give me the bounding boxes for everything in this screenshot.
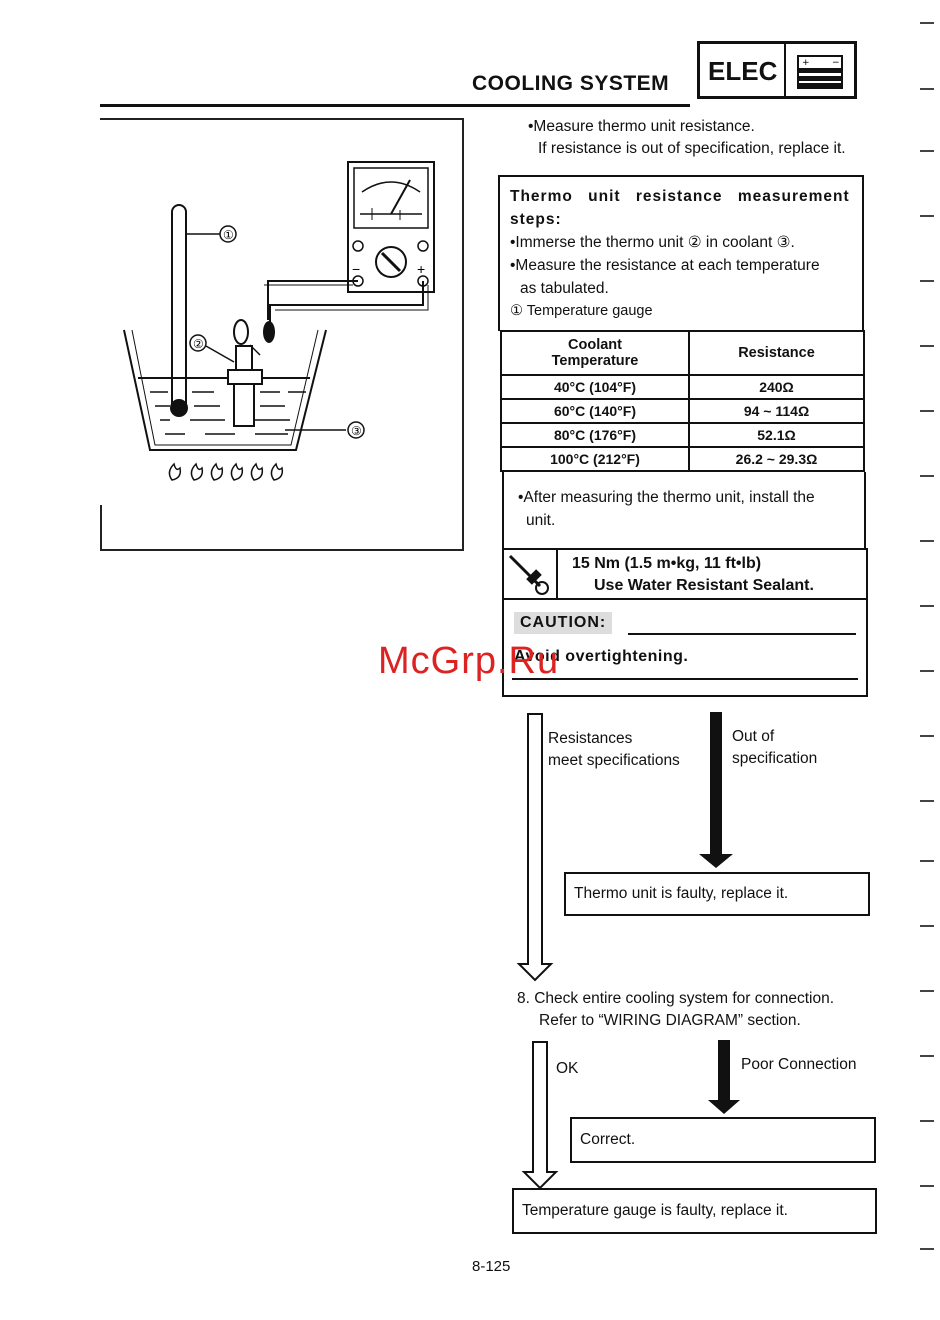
- table-cell-resistance: 26.2 ~ 29.3Ω: [689, 447, 864, 471]
- table-header-temperature-line-2: Temperature: [551, 353, 639, 369]
- table-cell-temp: 60°C (140°F): [501, 399, 689, 423]
- flow2-result-box: [570, 1117, 876, 1163]
- after-line-2: unit.: [526, 512, 556, 529]
- flow1-bad-line-1: Out of: [732, 728, 775, 745]
- margin-tick: [920, 410, 934, 412]
- meter-plus-label: +: [417, 261, 426, 277]
- margin-tick: [920, 1055, 934, 1057]
- figure-frame-edge: [100, 505, 102, 551]
- margin-tick: [920, 925, 934, 927]
- flow2-final-text: Temperature gauge is faulty, replace it.: [522, 1202, 788, 1219]
- flow1-bad-label: [732, 726, 817, 770]
- resistance-table: [500, 330, 865, 472]
- step-8: [517, 988, 834, 1032]
- steps-title: Thermo unit resistance measurement steps:: [510, 188, 850, 228]
- margin-tick: [920, 605, 934, 607]
- table-cell-resistance: 240Ω: [689, 375, 864, 399]
- torque-divider: [556, 548, 558, 600]
- flow1-result-box: [564, 872, 870, 916]
- table-cell-temp: 100°C (212°F): [501, 447, 689, 471]
- margin-tick: [920, 475, 934, 477]
- margin-tick: [920, 1120, 934, 1122]
- flow1-ok-label: [548, 728, 680, 772]
- margin-tick: [920, 670, 934, 672]
- header-rule: [100, 104, 690, 107]
- caution-rule: [628, 633, 856, 635]
- callout-1: ①: [223, 228, 234, 242]
- thermo-unit-test-illustration: [110, 150, 450, 495]
- margin-tick: [920, 345, 934, 347]
- table-row: [501, 375, 864, 399]
- flow2-final-box: [512, 1188, 877, 1234]
- margin-tick: [920, 990, 934, 992]
- page-number: 8-125: [472, 1258, 511, 1275]
- intro-line-2: If resistance is out of specification, replace it.: [538, 140, 846, 157]
- thermo-unit: [228, 370, 262, 384]
- flow2-ok-label: OK: [556, 1060, 579, 1077]
- section-tab-label: ELEC: [708, 56, 778, 86]
- margin-tick: [920, 215, 934, 217]
- watermark: McGrp.Ru: [378, 640, 560, 682]
- caution-text: Avoid overtightening.: [514, 648, 689, 665]
- step-8-line-2: Refer to “WIRING DIAGRAM” section.: [539, 1012, 801, 1029]
- svg-text:−: −: [832, 58, 840, 68]
- table-row: [501, 423, 864, 447]
- flow1-result-text: Thermo unit is faulty, replace it.: [574, 885, 789, 902]
- after-line-1: •After measuring the thermo unit, install the: [518, 489, 815, 506]
- flame-icon: [169, 464, 282, 480]
- caution-label: CAUTION:: [514, 612, 612, 634]
- battery-icon: [796, 54, 844, 90]
- step-item-2b: as tabulated.: [520, 280, 609, 297]
- intro-line-1: •Measure thermo unit resistance.: [528, 118, 755, 135]
- callout-2: ②: [193, 337, 204, 351]
- margin-tick: [920, 1185, 934, 1187]
- meter-minus-label: −: [352, 261, 361, 277]
- table-cell-resistance: 52.1Ω: [689, 423, 864, 447]
- intro-text: [528, 116, 846, 160]
- caution-bottom-rule: [512, 678, 858, 680]
- step-8-line-1: 8. Check entire cooling system for connection.: [517, 990, 835, 1007]
- table-header-row: [501, 331, 864, 375]
- margin-tick: [920, 280, 934, 282]
- margin-tick: [920, 800, 934, 802]
- margin-tick: [920, 150, 934, 152]
- temperature-gauge: [172, 205, 186, 415]
- svg-text:+: +: [802, 58, 810, 68]
- torque-wrench-icon: [506, 552, 554, 596]
- section-tab-divider: [784, 44, 786, 96]
- ok-arrow-2: [524, 1042, 556, 1188]
- table-header-resistance: Resistance: [689, 331, 864, 375]
- flow2-result-text: Correct.: [580, 1131, 636, 1148]
- table-header-temperature-line-1: Coolant: [568, 337, 622, 353]
- coolant-pot: [124, 330, 326, 450]
- step-item-1: •Immerse the thermo unit ② in coolant ③.: [510, 234, 795, 251]
- bad-arrow: [699, 712, 733, 868]
- measurement-steps-box: [498, 175, 864, 331]
- table-row: [501, 447, 864, 471]
- margin-tick: [920, 22, 934, 24]
- ok-arrow: [519, 714, 551, 980]
- flow2-bad-label: Poor Connection: [741, 1056, 857, 1073]
- table-cell-resistance: 94 ~ 114Ω: [689, 399, 864, 423]
- table-row: [501, 399, 864, 423]
- table-header-temperature: [501, 331, 689, 375]
- flow1-bad-line-2: specification: [732, 750, 818, 767]
- sealant-note: Use Water Resistant Sealant.: [594, 577, 814, 594]
- table-cell-temp: 80°C (176°F): [501, 423, 689, 447]
- legend-item: ① Temperature gauge: [510, 303, 653, 319]
- flow1-ok-line-2: meet specifications: [548, 752, 680, 769]
- margin-tick: [920, 88, 934, 90]
- margin-tick: [920, 735, 934, 737]
- step-item-2a: •Measure the resistance at each temperature: [510, 257, 820, 274]
- torque-spec: [572, 553, 814, 597]
- margin-tick: [920, 540, 934, 542]
- table-cell-temp: 40°C (104°F): [501, 375, 689, 399]
- flow1-ok-line-1: Resistances: [548, 730, 633, 747]
- margin-tick: [920, 860, 934, 862]
- callout-3: ③: [351, 424, 362, 438]
- torque-value: 15 Nm (1.5 m•kg, 11 ft•lb): [572, 555, 762, 572]
- after-measuring-box: [502, 472, 866, 548]
- margin-tick: [920, 1248, 934, 1250]
- bad-arrow-2: [708, 1040, 740, 1114]
- section-title: COOLING SYSTEM: [472, 72, 670, 95]
